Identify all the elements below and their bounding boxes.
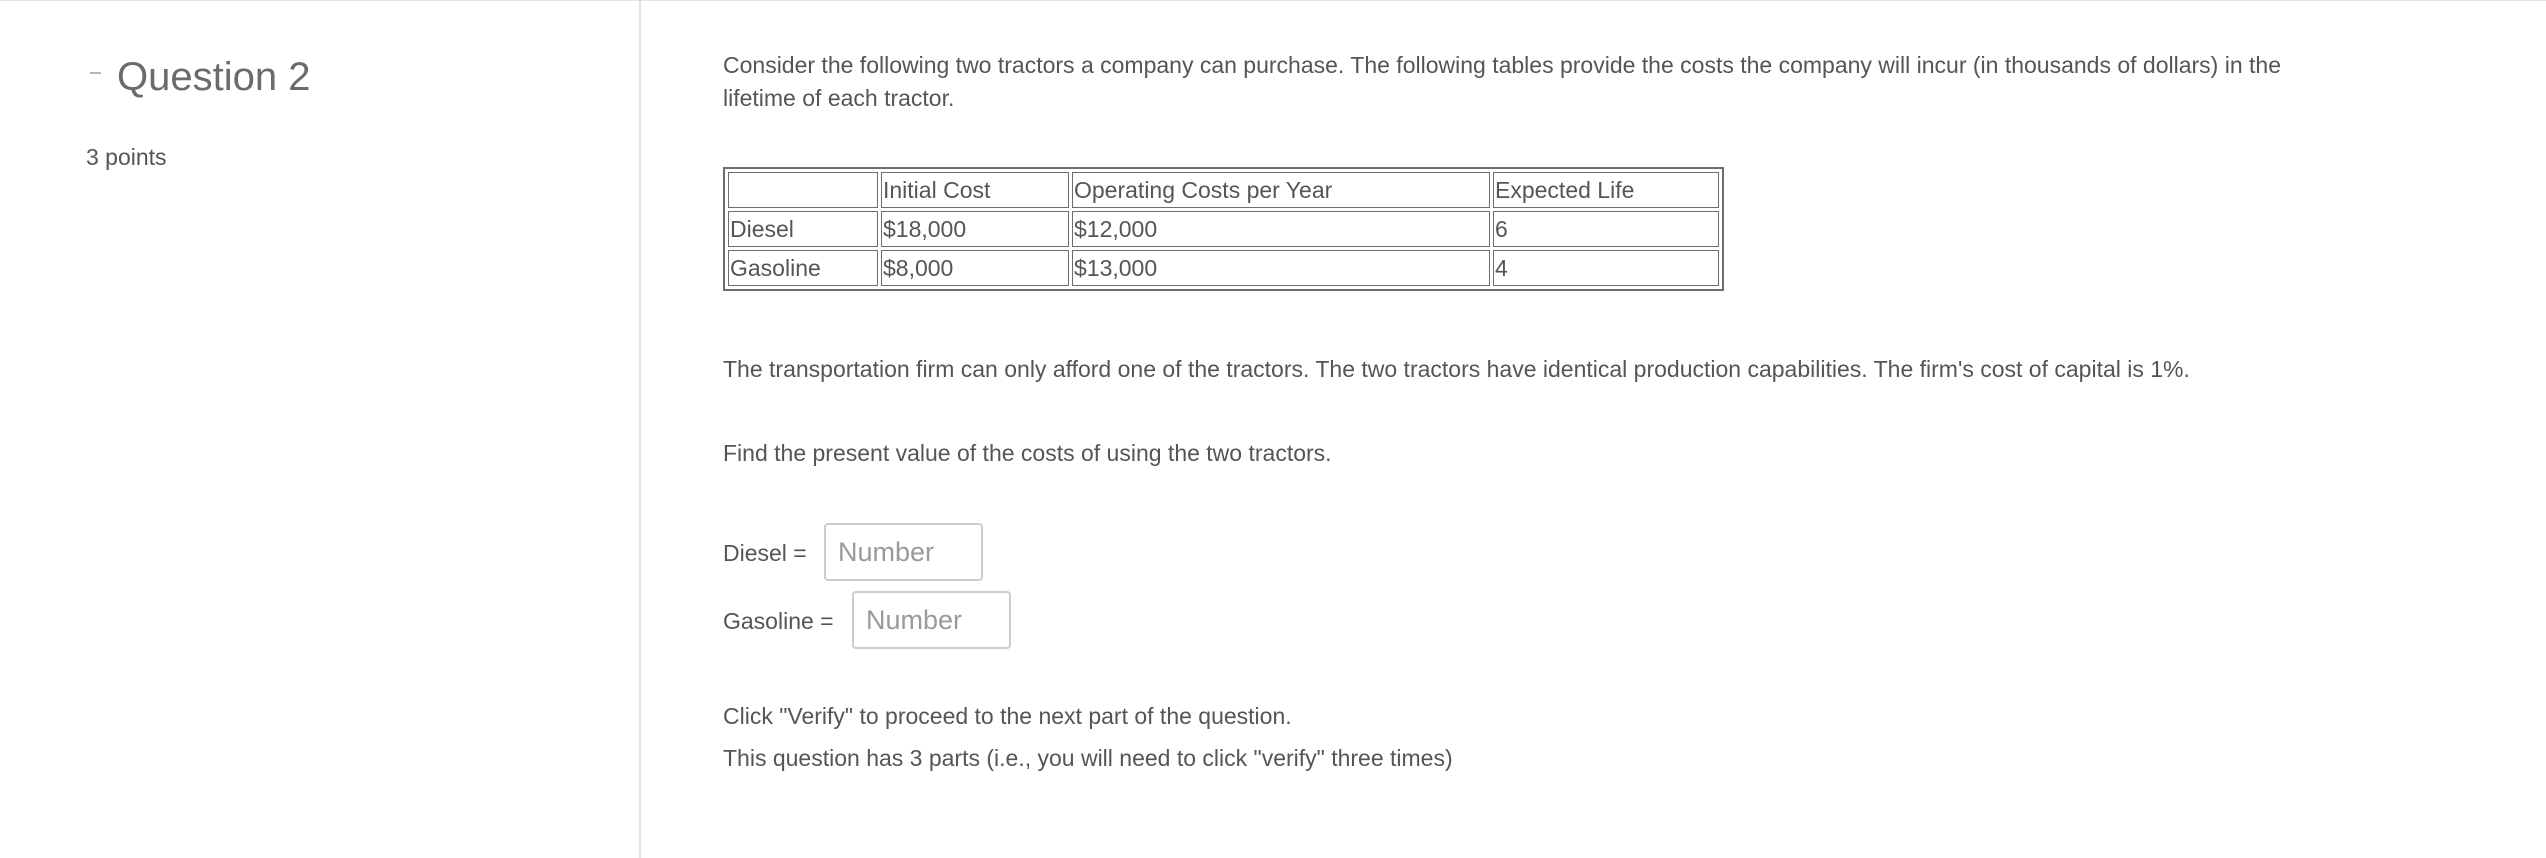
diesel-answer-label: Diesel = [723,540,807,566]
table-row [728,211,1719,247]
table-header-row [728,172,1719,208]
table-cell: $8,000 [881,250,1069,286]
collapse-icon[interactable] [90,72,101,74]
diesel-answer-input[interactable] [824,523,983,581]
table-cell: $12,000 [1072,211,1490,247]
table-cell: $18,000 [881,211,1069,247]
intro-text [723,49,2281,115]
question-title: Question 2 [117,55,311,99]
question-sidebar [0,1,641,858]
intro-line-2: lifetime of each tractor. [723,85,955,111]
header-cell-blank [728,172,878,208]
header-cell-expected-life: Expected Life [1493,172,1719,208]
question-points: 3 points [86,144,167,170]
table-cell: $13,000 [1072,250,1490,286]
tractor-cost-table [723,167,1724,291]
table-cell: 6 [1493,211,1719,247]
gasoline-answer-input[interactable] [852,591,1011,649]
header-cell-operating-costs: Operating Costs per Year [1072,172,1490,208]
gasoline-answer-label: Gasoline = [723,608,834,634]
find-text: Find the present value of the costs of using the two tractors. [723,440,1332,466]
parts-note: This question has 3 parts (i.e., you will need to click "verify" three times) [723,745,1453,771]
table-cell: Gasoline [728,250,878,286]
intro-line-1: Consider the following two tractors a company can purchase. The following tables provide the costs the company will incur (in thousands of dollars) in the [723,52,2281,78]
table-cell: 4 [1493,250,1719,286]
header-cell-initial-cost: Initial Cost [881,172,1069,208]
afford-text: The transportation firm can only afford one of the tractors. The two tractors have identical production capabilities. The firm's cost of capital is 1%. [723,356,2190,382]
table-cell: Diesel [728,211,878,247]
table-row [728,250,1719,286]
verify-instructions: Click "Verify" to proceed to the next part of the question. [723,703,1292,729]
